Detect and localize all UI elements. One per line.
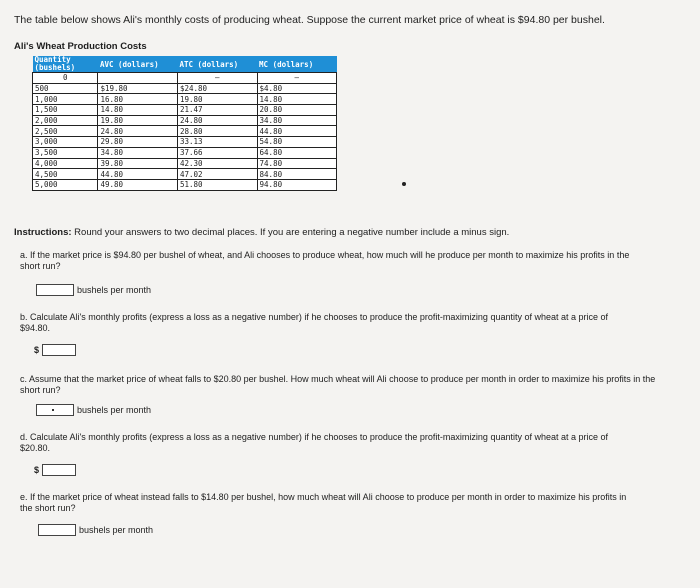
cell-mc: 54.80	[257, 137, 336, 148]
cost-table	[32, 56, 337, 191]
cell-atc: 37.66	[177, 147, 257, 158]
cell-avc	[98, 73, 178, 84]
cell-atc: $24.80	[177, 83, 257, 94]
answer-c-input[interactable]	[36, 404, 74, 416]
table-row	[33, 126, 337, 137]
question-b: b. Calculate Ali's monthly profits (express a loss as a negative number) if he chooses to produce the profit-maximizing quantity of wheat at a price of $94.80.	[20, 312, 609, 333]
cell-atc: —	[177, 73, 257, 84]
cell-atc: 21.47	[177, 105, 257, 116]
cell-avc: 39.80	[98, 158, 178, 169]
cell-quantity: 2,500	[33, 126, 98, 137]
table-row	[33, 115, 337, 126]
answer-d-row	[34, 464, 76, 476]
table-row	[33, 105, 337, 116]
cell-avc: 19.80	[98, 115, 178, 126]
cell-mc: 74.80	[257, 158, 336, 169]
cell-avc: 49.80	[98, 179, 178, 190]
answer-b-input[interactable]	[42, 344, 76, 356]
stray-dot	[402, 182, 406, 186]
cell-mc: 14.80	[257, 94, 336, 105]
table-row	[33, 73, 337, 84]
cell-mc: 34.80	[257, 115, 336, 126]
answer-c-unit: bushels per month	[77, 405, 152, 415]
answer-a-row	[36, 284, 151, 296]
table-header-row	[33, 56, 337, 73]
cell-quantity: 2,000	[33, 115, 98, 126]
header-mc: MC (dollars)	[257, 56, 336, 73]
cell-mc: —	[257, 73, 336, 84]
question-a: a. If the market price is $94.80 per bushel of wheat, and Ali chooses to produce wheat, how much will he produce per month to maximize his profits in the short run?	[20, 250, 630, 271]
table-title: Ali's Wheat Production Costs	[14, 41, 147, 52]
answer-e-unit: bushels per month	[79, 525, 154, 535]
instructions-text: Round your answers to two decimal places. If you are entering a negative number include a minus sign.	[74, 227, 510, 238]
cell-atc: 42.30	[177, 158, 257, 169]
answer-b-dollar-sign: $	[34, 345, 40, 355]
cell-avc: $19.80	[98, 83, 178, 94]
answer-a-unit: bushels per month	[77, 285, 152, 295]
cell-quantity: 1,500	[33, 105, 98, 116]
cell-atc: 28.80	[177, 126, 257, 137]
question-d: d. Calculate Ali's monthly profits (express a loss as a negative number) if he chooses to produce the profit-maximizing quantity of wheat at a price of $20.80.	[20, 432, 609, 453]
table-row	[33, 147, 337, 158]
table-row	[33, 158, 337, 169]
answer-d-dollar-sign: $	[34, 465, 40, 475]
table-row	[33, 83, 337, 94]
cell-atc: 47.02	[177, 169, 257, 180]
table-row	[33, 137, 337, 148]
cell-avc: 14.80	[98, 105, 178, 116]
cell-mc: 64.80	[257, 147, 336, 158]
answer-c-cursor-mark	[52, 409, 54, 411]
header-quantity: Quantity (bushels)	[33, 56, 98, 73]
table-row	[33, 94, 337, 105]
answer-e-input[interactable]	[38, 524, 76, 536]
cell-quantity: 500	[33, 83, 98, 94]
cell-quantity: 4,000	[33, 158, 98, 169]
cell-avc: 29.80	[98, 137, 178, 148]
cell-atc: 33.13	[177, 137, 257, 148]
cell-quantity: 1,000	[33, 94, 98, 105]
header-avc: AVC (dollars)	[98, 56, 178, 73]
cell-quantity: 4,500	[33, 169, 98, 180]
answer-d-input[interactable]	[42, 464, 76, 476]
cell-atc: 19.80	[177, 94, 257, 105]
cell-atc: 51.80	[177, 179, 257, 190]
cell-quantity: 0	[33, 73, 98, 84]
cell-atc: 24.80	[177, 115, 257, 126]
cell-avc: 44.80	[98, 169, 178, 180]
header-atc: ATC (dollars)	[177, 56, 257, 73]
question-c: c. Assume that the market price of wheat falls to $20.80 per bushel. How much wheat will Ali choose to produce per month in order to maximize his profits in the short run?	[20, 374, 656, 395]
answer-a-input[interactable]	[36, 284, 74, 296]
instructions-label: Instructions:	[14, 227, 72, 238]
table-row	[33, 169, 337, 180]
cell-quantity: 5,000	[33, 179, 98, 190]
intro-text: The table below shows Ali's monthly costs of producing wheat. Suppose the current market price of wheat is $94.80 per bushel.	[14, 14, 605, 26]
table-row	[33, 179, 337, 190]
answer-e-row	[38, 524, 153, 536]
answer-b-row	[34, 344, 76, 356]
cell-mc: 20.80	[257, 105, 336, 116]
cell-quantity: 3,500	[33, 147, 98, 158]
cell-mc: $4.80	[257, 83, 336, 94]
cell-quantity: 3,000	[33, 137, 98, 148]
cell-mc: 44.80	[257, 126, 336, 137]
question-e: e. If the market price of wheat instead falls to $14.80 per bushel, how much wheat will Ali choose to produce per month in order to maximize his profits in the short run?	[20, 492, 627, 513]
answer-c-row	[36, 404, 151, 416]
cell-mc: 84.80	[257, 169, 336, 180]
cell-avc: 34.80	[98, 147, 178, 158]
cell-avc: 16.80	[98, 94, 178, 105]
cell-mc: 94.80	[257, 179, 336, 190]
instructions	[14, 227, 509, 238]
cell-avc: 24.80	[98, 126, 178, 137]
